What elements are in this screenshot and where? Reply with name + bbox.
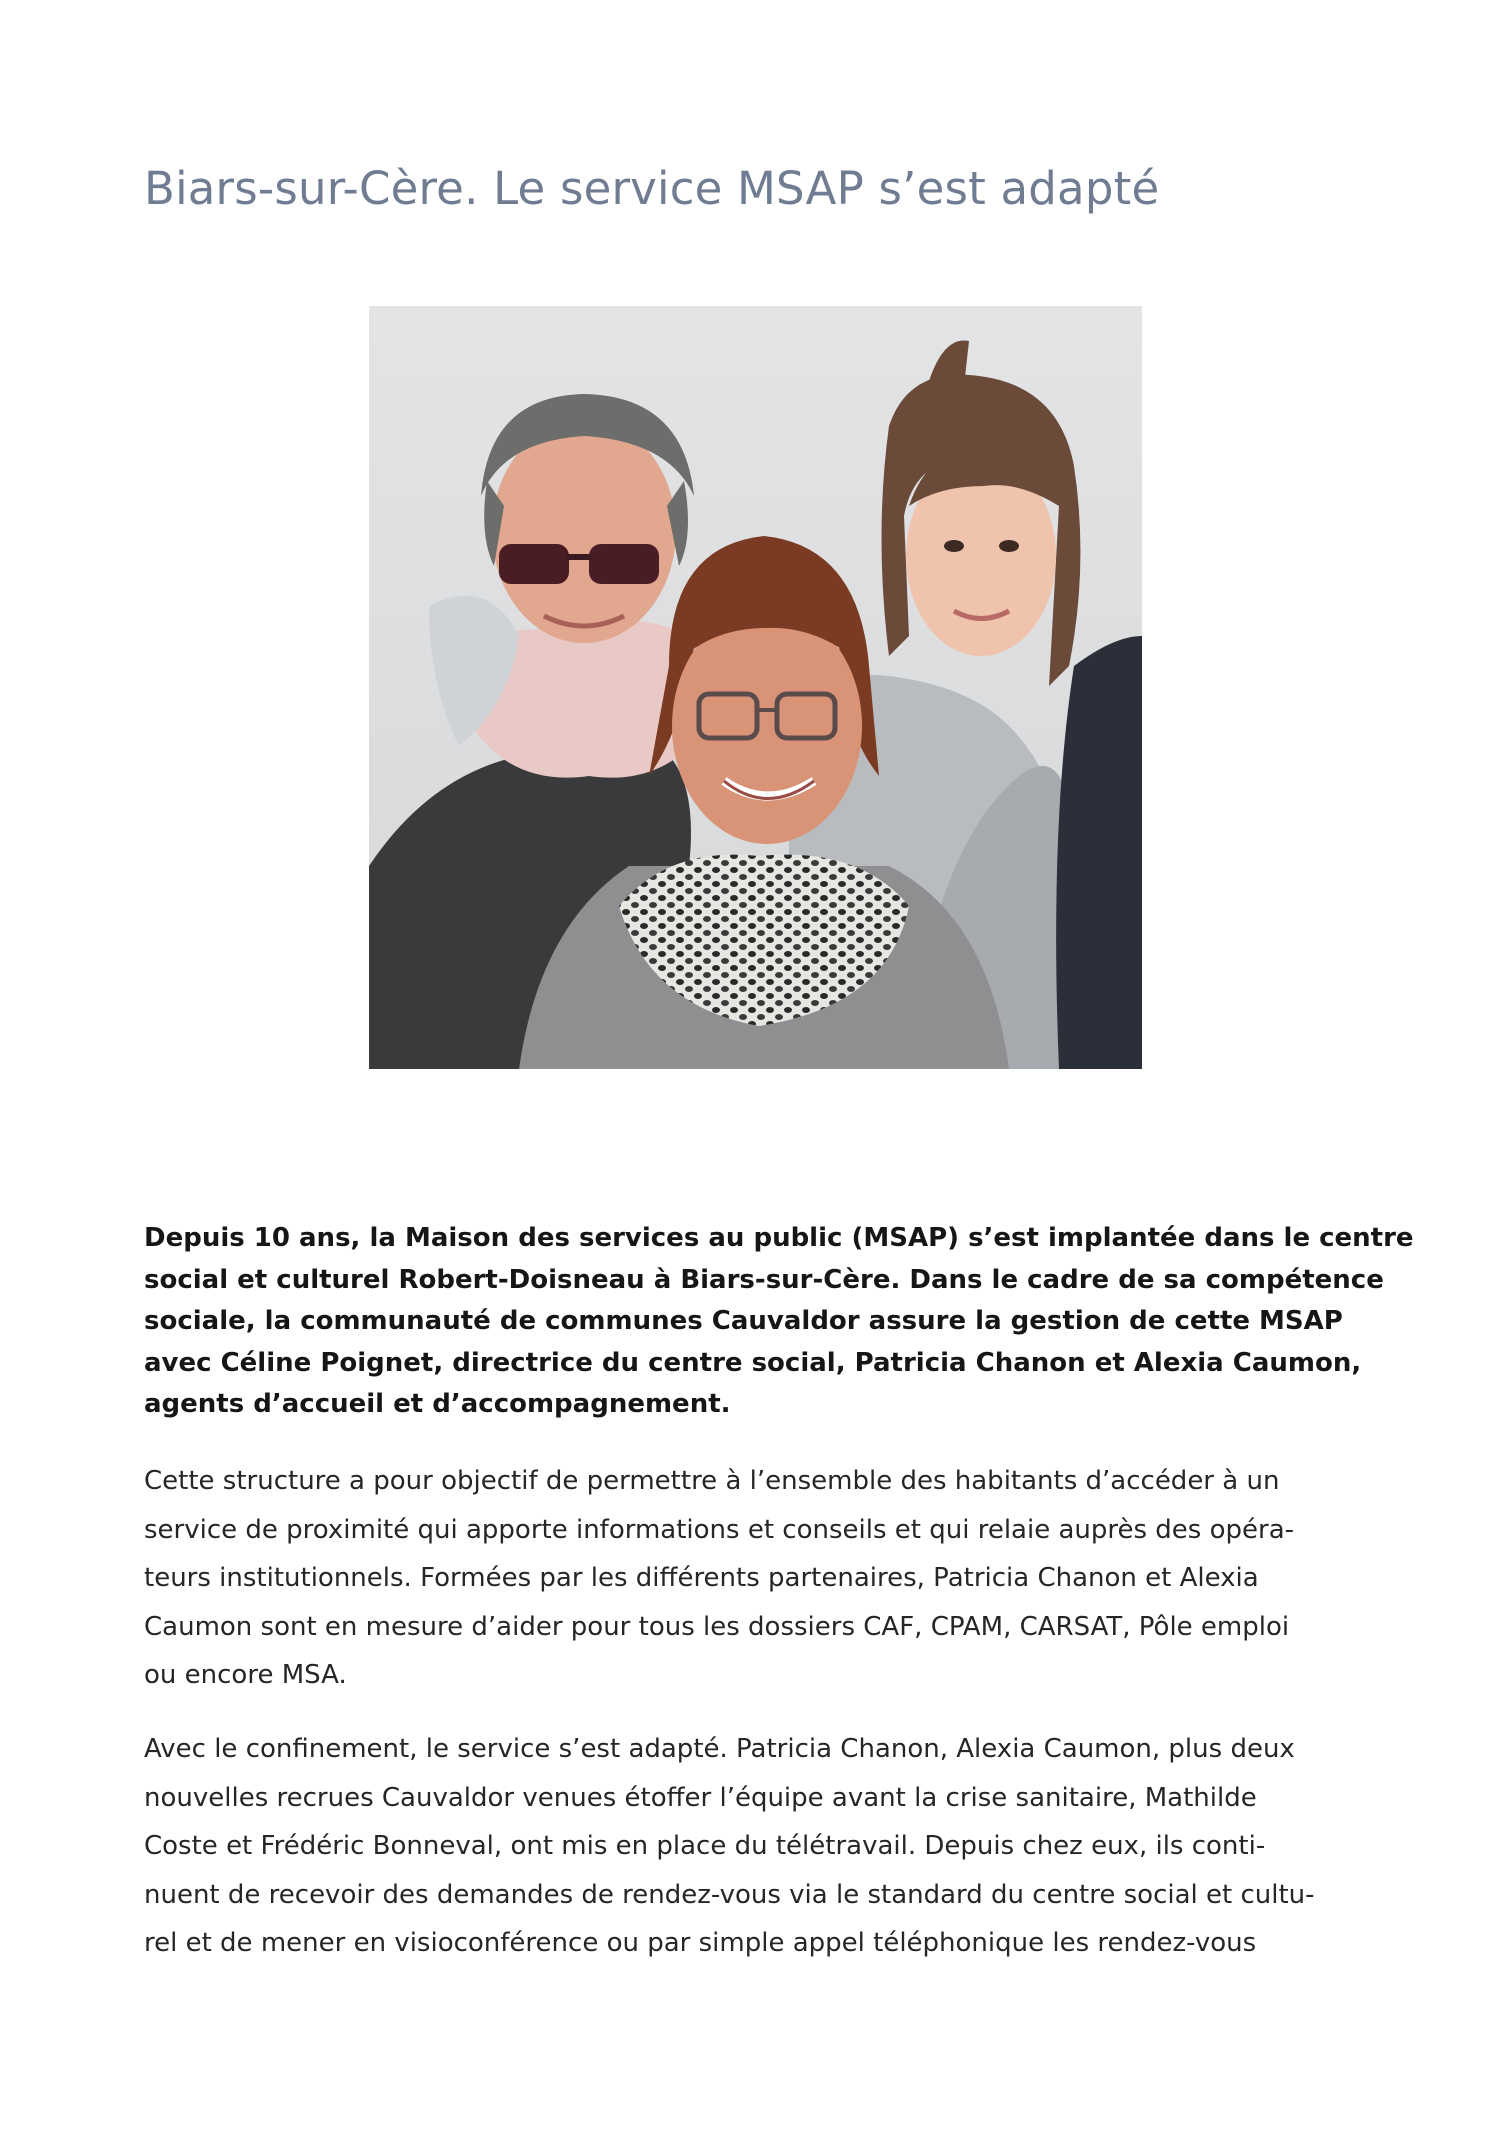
lead-line: social et culturel Robert-Doisneau à Biars-sur-Cère. Dans le cadre de sa compétence — [144, 1264, 1384, 1295]
paragraph-line: teurs institutionnels. Formées par les différents partenaires, Patricia Chanon et Alexia — [144, 1563, 1259, 1593]
paragraph-line: rel et de mener en visioconférence ou par simple appel téléphonique les rendez-vous — [144, 1928, 1257, 1958]
lead-line: avec Céline Poignet, directrice du centre social, Patricia Chanon et Alexia Caumon, — [144, 1347, 1362, 1378]
article-lead — [144, 1218, 1414, 1426]
lead-line: agents d’accueil et d’accompagnement. — [144, 1389, 731, 1419]
paragraph-line: Coste et Frédéric Bonneval, ont mis en place du télétravail. Depuis chez eux, ils conti- — [144, 1831, 1266, 1861]
article-paragraph-2 — [144, 1725, 1374, 1968]
article-paragraph-1 — [144, 1457, 1374, 1700]
paragraph-line: nuent de recevoir des demandes de rendez-vous via le standard du centre social et cultu- — [144, 1879, 1315, 1910]
lead-line: Depuis 10 ans, la Maison des services au public (MSAP) s’est implantée dans le centre — [144, 1223, 1414, 1253]
photo-three-women-icon — [369, 306, 1142, 1069]
paragraph-line: Caumon sont en mesure d’aider pour tous les dossiers CAF, CPAM, CARSAT, Pôle emploi — [144, 1611, 1290, 1642]
paragraph-line: Avec le confinement, le service s’est adapté. Patricia Chanon, Alexia Caumon, plus deux — [144, 1734, 1295, 1764]
paragraph-line: nouvelles recrues Cauvaldor venues étoffer l’équipe avant la crise sanitaire, Mathilde — [144, 1782, 1257, 1813]
article-title: Biars-sur-Cère. Le service MSAP s’est adapté — [144, 162, 1160, 215]
paragraph-line: service de proximité qui apporte informations et conseils et qui relaie auprès des opéra- — [144, 1514, 1295, 1545]
article-photo — [369, 306, 1142, 1069]
paragraph-line: ou encore MSA. — [144, 1660, 347, 1690]
paragraph-line: Cette structure a pour objectif de permettre à l’ensemble des habitants d’accéder à un — [144, 1466, 1280, 1496]
lead-line: sociale, la communauté de communes Cauvaldor assure la gestion de cette MSAP — [144, 1306, 1343, 1336]
